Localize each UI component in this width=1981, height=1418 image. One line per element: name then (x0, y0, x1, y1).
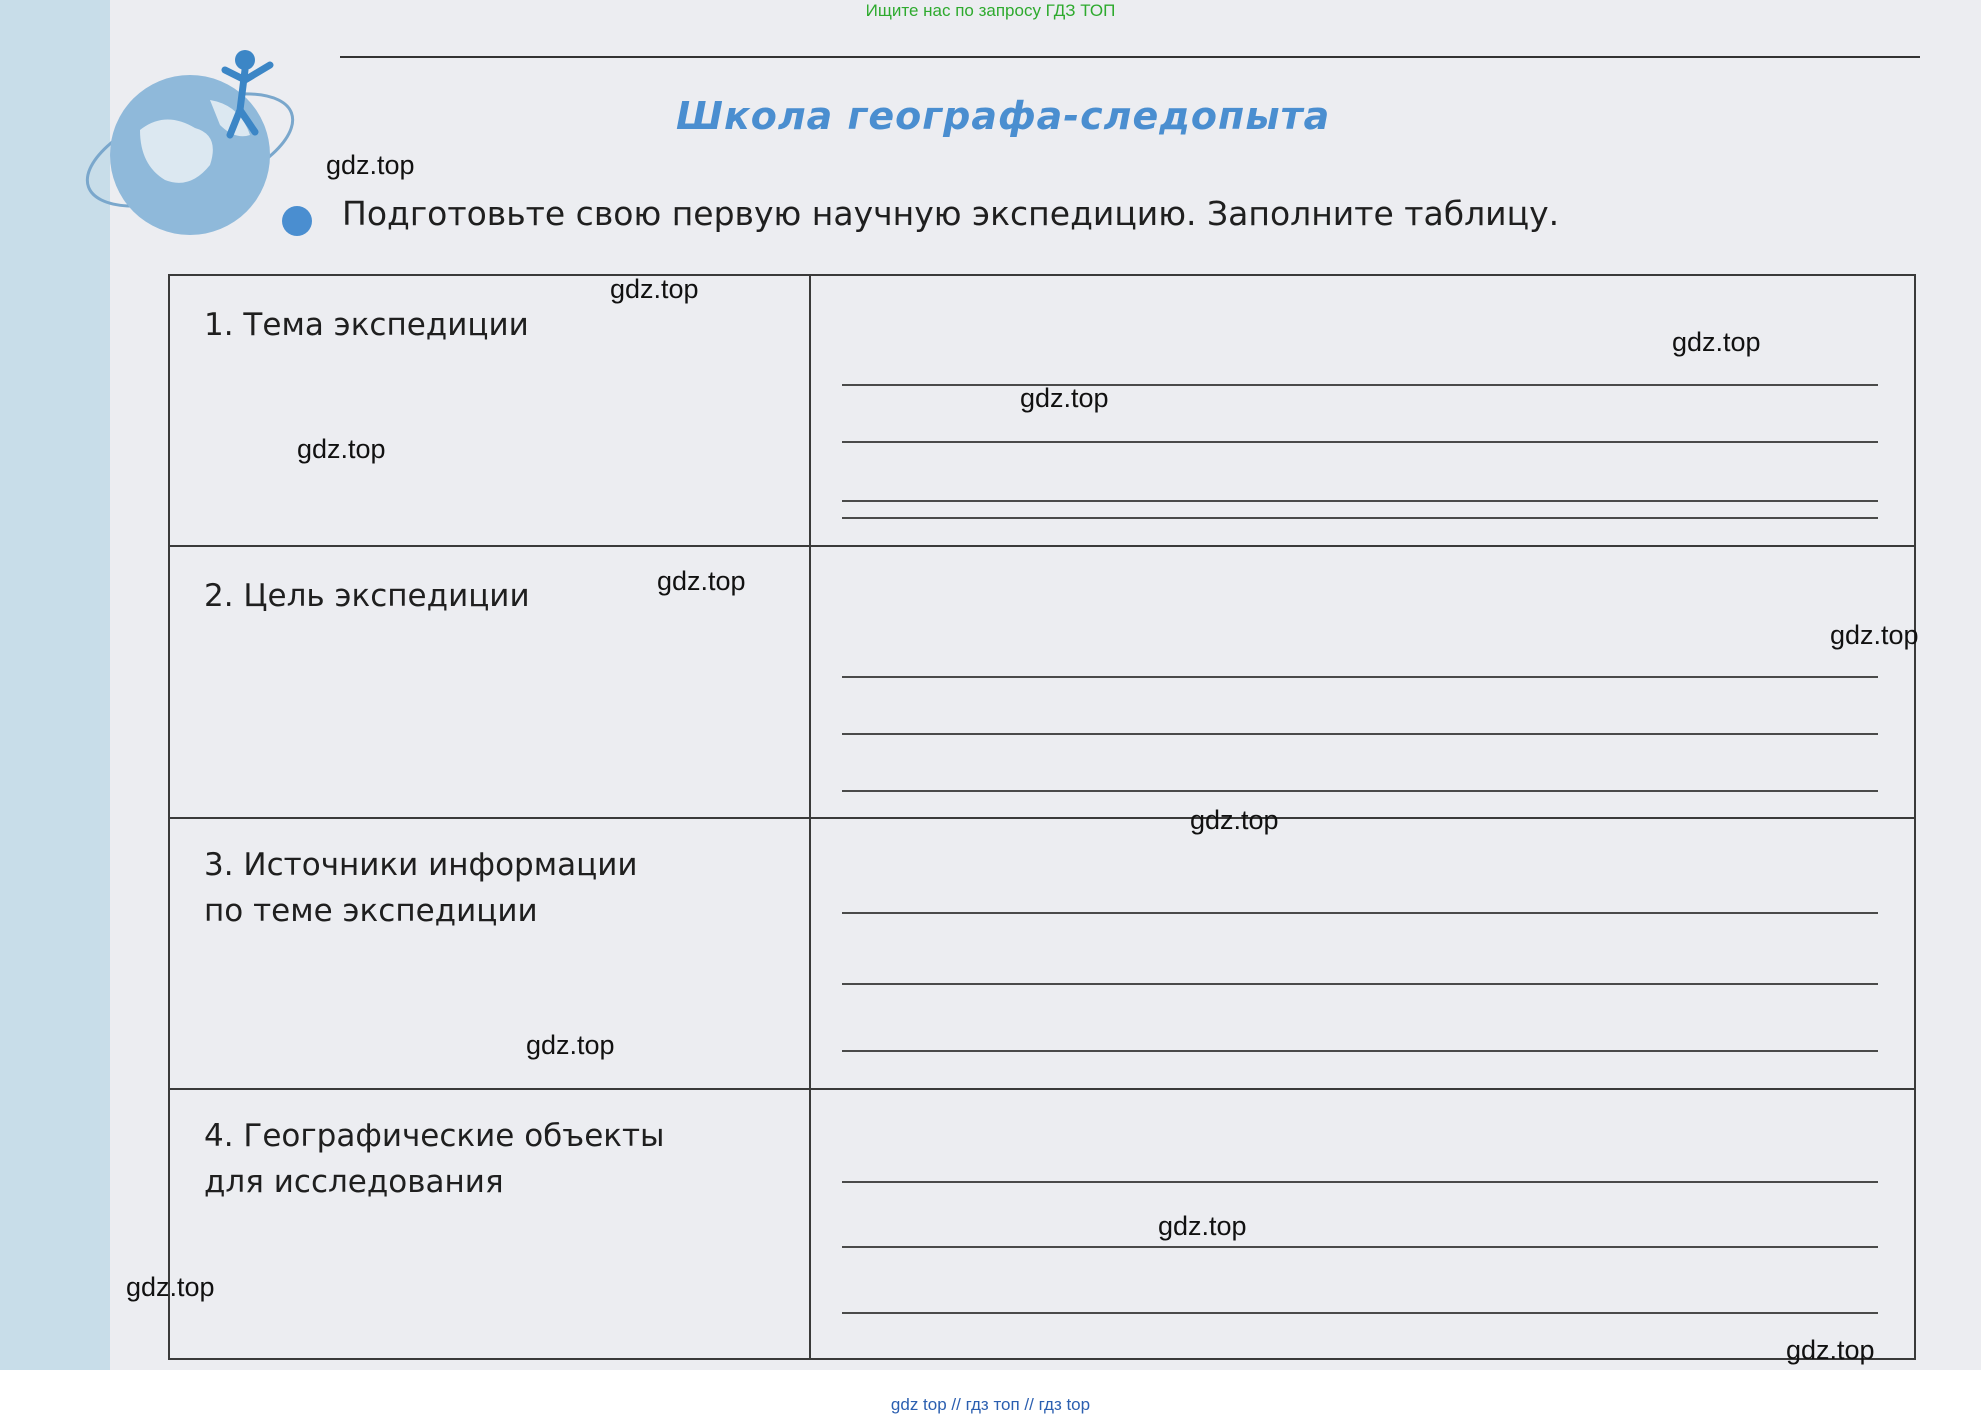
watermark-text: gdz.top (610, 274, 699, 304)
table-row-label-objects: 4. Географические объекты для исследования (204, 1118, 665, 1200)
answer-line[interactable] (842, 733, 1878, 735)
answer-line[interactable] (842, 441, 1878, 443)
answer-line[interactable] (842, 912, 1878, 914)
watermark-text: gdz.top (1158, 1211, 1247, 1241)
table-row-label-topic: 1. Тема экспедиции (204, 307, 529, 343)
answer-line[interactable] (842, 1312, 1878, 1314)
watermark-text: gdz.top (1830, 620, 1919, 650)
answer-line[interactable] (842, 1246, 1878, 1248)
top-banner[interactable]: Ищите нас по запросу ГДЗ ТОП (865, 1, 1116, 20)
table-row-label-sources: 3. Источники информации по теме экспедиции (204, 847, 638, 929)
instruction-text: Подготовьте свою первую научную экспедицию. Заполните таблицу. (342, 194, 1560, 233)
watermark-text: gdz.top (1786, 1335, 1875, 1365)
answer-line[interactable] (842, 983, 1878, 985)
answer-line[interactable] (842, 1181, 1878, 1183)
watermark-text: gdz.top (1672, 327, 1761, 357)
footer-text[interactable]: gdz top // гдз топ // гдз top (890, 1395, 1091, 1414)
answer-line[interactable] (842, 1050, 1878, 1052)
bullet-icon (282, 206, 312, 236)
section-title: Школа географа-следопыта (676, 94, 1331, 138)
watermark-text: gdz.top (1020, 383, 1109, 413)
answer-line[interactable] (842, 790, 1878, 792)
watermark-text: gdz.top (1190, 805, 1279, 835)
table-row-separator (168, 1088, 1916, 1090)
answer-line[interactable] (842, 500, 1878, 502)
table-row-separator (168, 545, 1916, 547)
answer-line[interactable] (842, 384, 1878, 386)
watermark-text: gdz.top (657, 566, 746, 596)
watermark-text: gdz.top (526, 1030, 615, 1060)
globe-illustration (70, 40, 300, 250)
watermark-text: gdz.top (126, 1272, 215, 1302)
answer-line[interactable] (842, 517, 1878, 519)
answer-line[interactable] (842, 676, 1878, 678)
watermark-text: gdz.top (297, 434, 386, 464)
watermark-text: gdz.top (326, 150, 415, 180)
header-rule (340, 56, 1920, 58)
table-row-separator (168, 817, 1916, 819)
table-row-label-goal: 2. Цель экспедиции (204, 578, 530, 614)
